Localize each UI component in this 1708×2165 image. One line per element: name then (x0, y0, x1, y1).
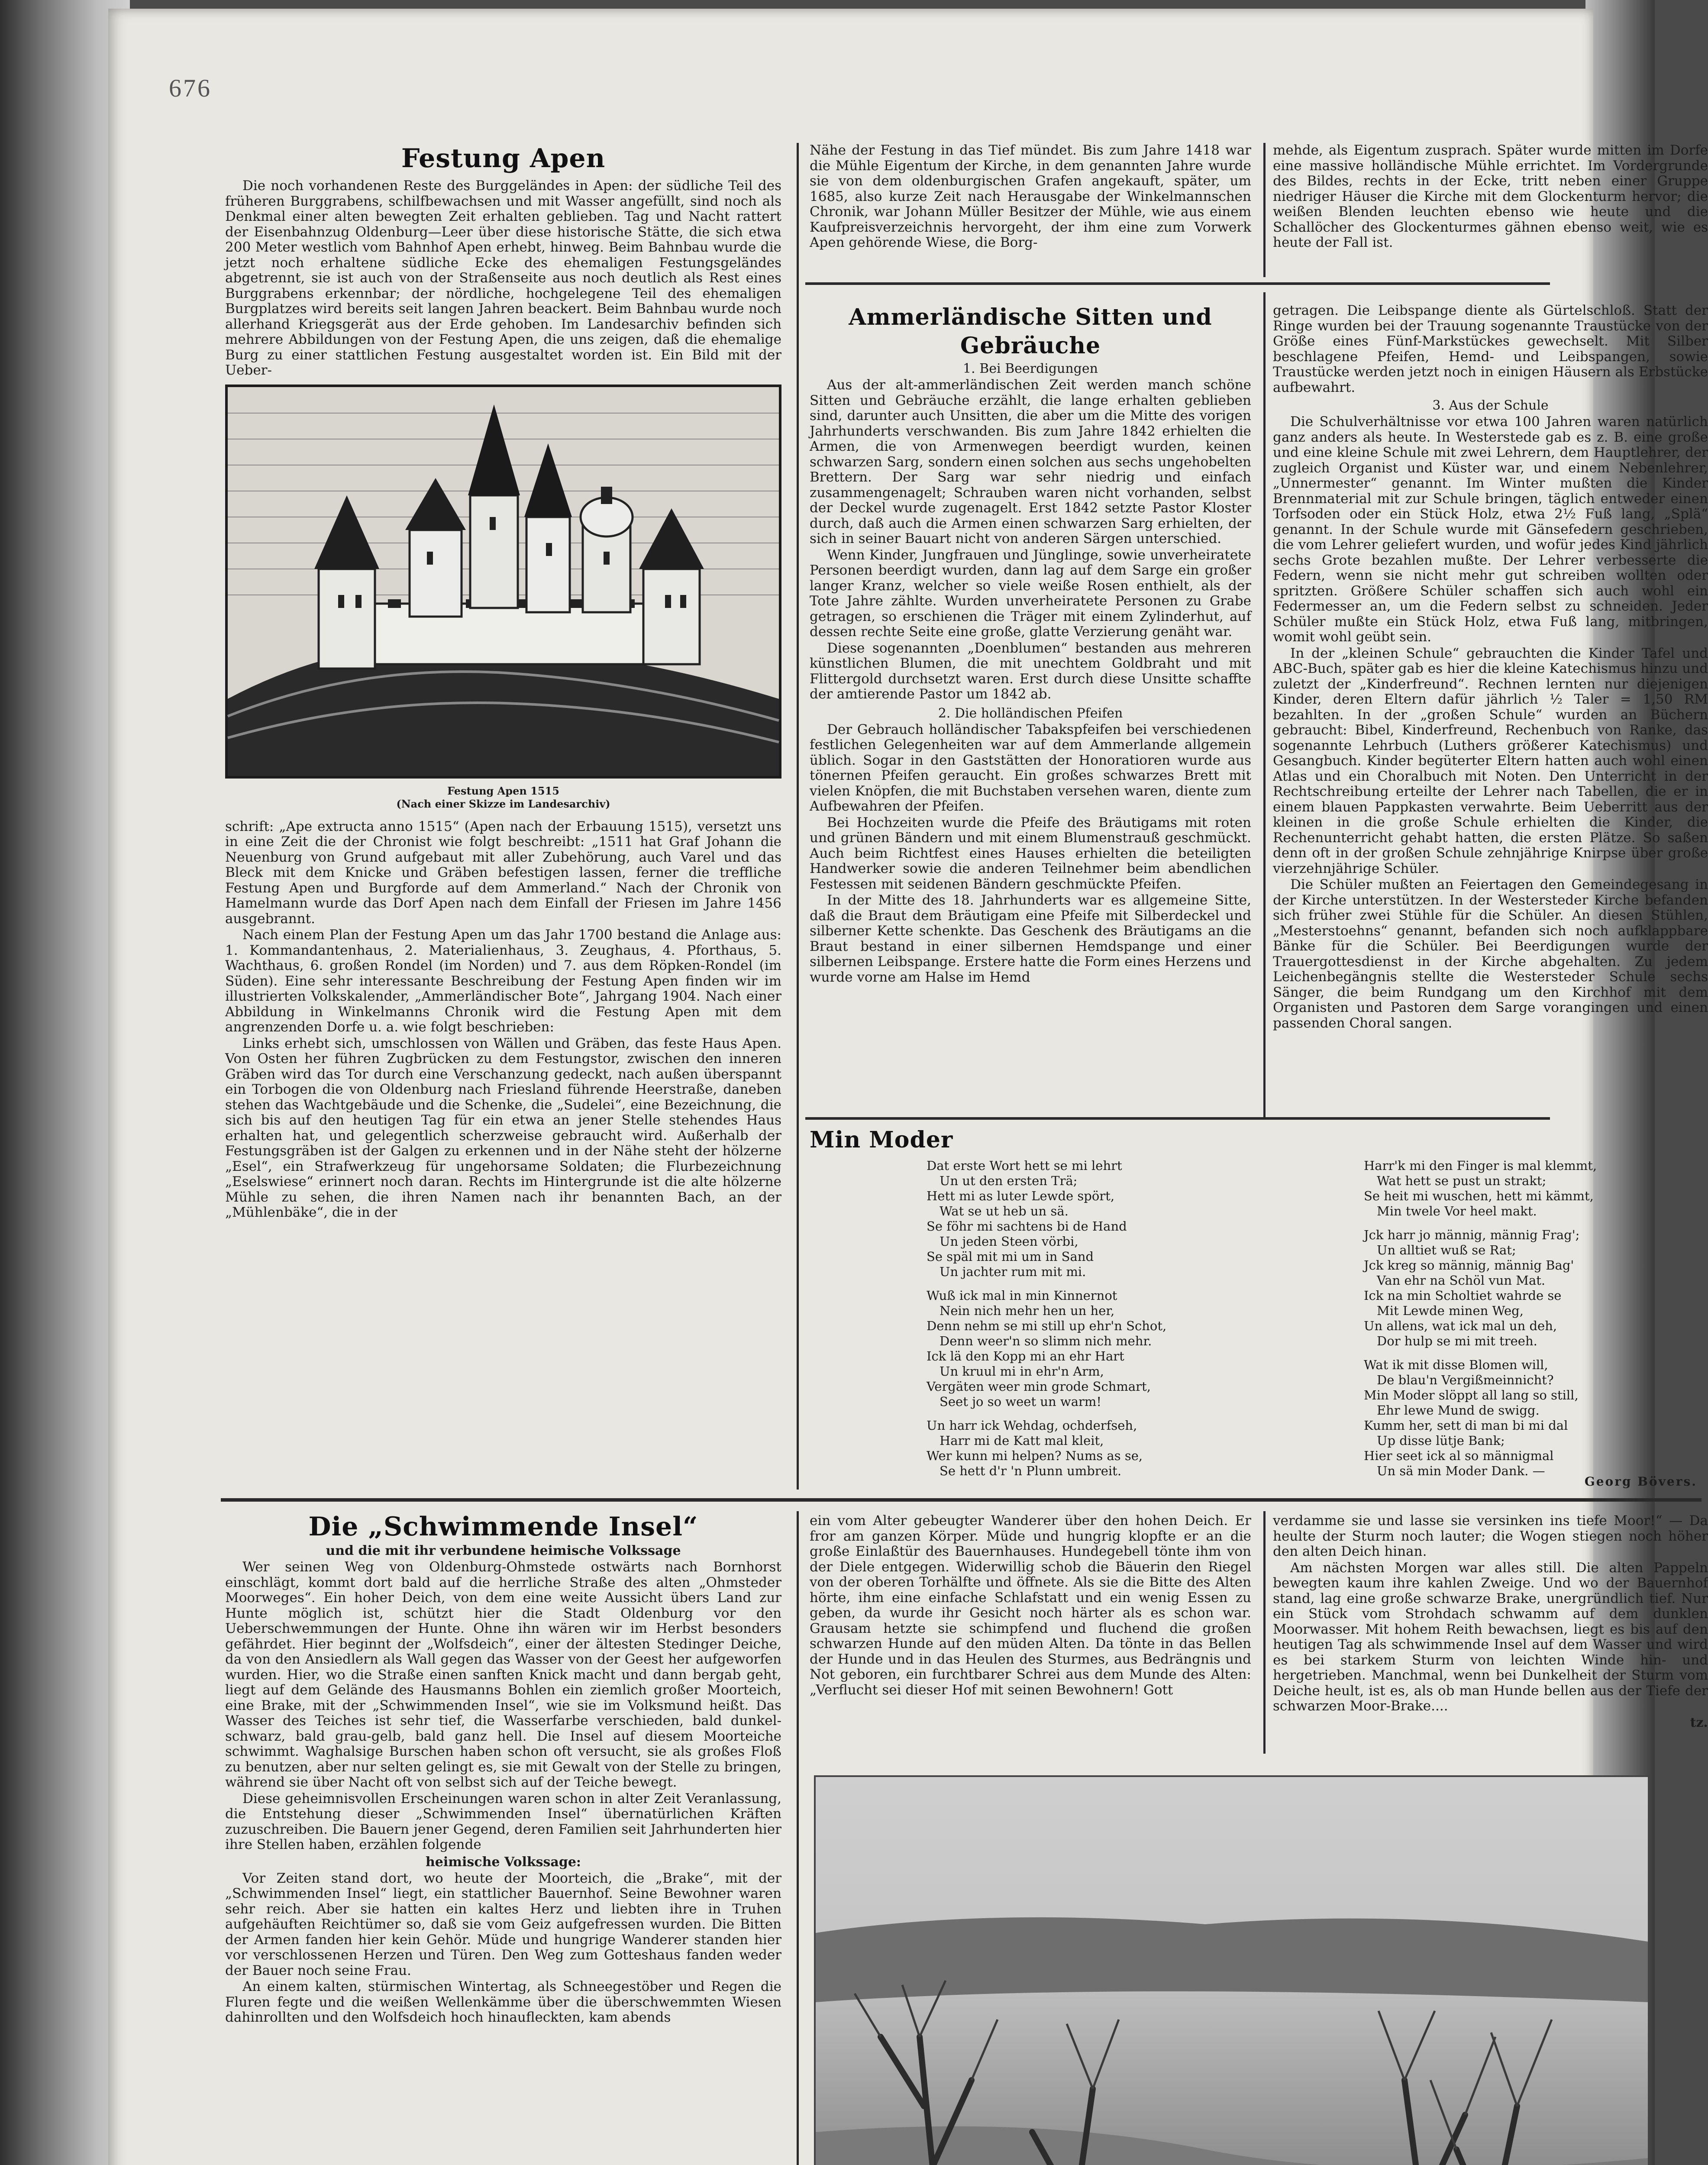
poem-line: Wat hett se pust un strakt; (1377, 1173, 1547, 1188)
newspaper-page (108, 9, 1708, 2165)
section-divider (805, 1117, 1550, 1120)
sitten-paragraph: Wenn Kinder, Jungfrauen und Jünglinge, sowie unverheiratete Personen beerdigt wurden, dann lag auf dem Sarge ein großer langer Kranz, welcher so viele weiße Rosen enthielt, als der Tote Jahre zählte. Wurden unverheiratete Personen zu Grabe getragen, so erschienen die Träger mit einem Zylinderhut, auf dessen rechte Seite eine große, glatte Verzierung genäht war. (810, 547, 1251, 640)
poem-line: Van ehr na Schöl vun Mat. (1377, 1273, 1546, 1288)
sitten-paragraph: In der Mitte des 18. Jahrhunderts war es allgemeine Sitte, daß die Braut dem Bräutigam eine Pfeife mit Silberdeckel und silberner Kette schenkte. Das Geschenk des Bräutigams an die Braut bestand in einer silbernen Hemdspange und einer silbernen Leibspange. Erstere hatte die Form eines Herzens und wurde vorne am Halse im Hemd (810, 892, 1251, 985)
poem-line: Se föhr mi sachtens bi de Hand (927, 1219, 1127, 1234)
poem-line: Un ut den ersten Trä; (940, 1173, 1078, 1188)
poem-line: Ick na min Scholtiet wahrde se (1364, 1288, 1562, 1303)
sitten-paragraph: Diese sogenannten „Doenblumen“ bestanden aus mehreren künstlichen Blumen, die mit unechtem Goldbraht und mit Flittergold durchsetzt waren. Erst durch diese Unsitte schaffte der amtierende Pastor um 1842 ab. (810, 640, 1251, 702)
poem-line: Seet jo so weet un warm! (940, 1394, 1102, 1409)
festung-continuation-text: Nähe der Festung in das Tief mündet. Bis zum Jahre 1418 war die Mühle Eigentum der Kirche, in dem genannten Jahre wurde sie von dem oldenburgischen Grafen angekauft, später, um 1685, also kurze Zeit nach Herausgabe der Winkelmannschen Chronik, war Johann Müller Besitzer der Mühle, wie aus einem Kaufpreisverzeichnis hervorgeht, der ihm eine zum Vorwerk Apen gehörende Wiese, die Borg- (810, 142, 1251, 250)
poem-line: Un jeden Steen vörbi, (940, 1234, 1078, 1249)
poem-author: Georg Bövers. (1584, 1474, 1697, 1489)
poem-line: Ehr lewe Mund de swigg. (1377, 1403, 1540, 1418)
sitten-right-column (1273, 303, 1708, 1032)
section-divider-bottom (221, 1498, 1702, 1502)
poem-line: Min twele Vor heel makt. (1377, 1204, 1537, 1218)
poem-line: Denn weer'n so slimm nich mehr. (940, 1334, 1152, 1348)
poem-line: Jck harr jo männig, männig Frag'; (1364, 1228, 1580, 1242)
page-number: 676 (169, 74, 212, 102)
festung-paragraph: Links erhebt sich, umschlossen von Wällen und Gräben, das feste Haus Apen. Von Osten her führen Zugbrücken zu dem Festungstor, zwischen den inneren Gräben wird das Tor durch eine Verschanzung gedeckt, nach außen überspannt ein Torbogen die von Oldenburg nach Friesland führende Heerstraße, daneben stehen das Wachtgebäude und die Schenke, die „Sudelei“, eine Bezeichnung, die sich bis auf den heutigen Tag für ein etwa an jener Stelle stehendes Haus erhalten hat, und gelegentlich scherzweise gebraucht wird. Außerhalb der Festungsgräben ist der Galgen zu erkennen und in der Nähe steht der hölzerne „Esel“, ein Strafwerkzeug für ungehorsame Soldaten; die Flurbezeichnung „Eselswiese“ erinnert noch daran. Rechts im Hintergrunde ist die alte hölzerne Mühle zu sehen, die ihren Namen nach ihr benannten Bach, an der „Mühlenbäke“, die in der (225, 1035, 781, 1220)
poem-line: Hier seet ick al so männigmal (1364, 1448, 1554, 1463)
sitten-paragraph: Bei Hochzeiten wurde die Pfeife des Bräutigams mit roten und grünen Bändern und mit einem Blumenstrauß geschmückt. Auch beim Richtfest eines Hauses erhielten die beteiligten Handwerker sowie die anderen Teilnehmer beim abendlichen Festessen mit seidenen Bändern geschmückte Pfeifen. (810, 814, 1251, 892)
poem-line: Dat erste Wort hett se mi lehrt (927, 1158, 1122, 1173)
festung-illustration (225, 385, 781, 779)
poem-line: Mit Lewde minen Weg, (1377, 1303, 1524, 1318)
festung-continuation-text-2: mehde, als Eigentum zusprach. Später wurde mitten im Dorfe eine massive holländische Mühle errichtet. Im Vordergrunde des Bildes, rechts in der Ecke, tritt neben einer Gruppe niedriger Häuser die Kirche mit dem Glockenturm hervor; die weißen Blenden leuchten ebenso wie heute und die Schallöcher des Glockenturmes gähnen ebenso weit, wie es heute der Fall ist. (1273, 142, 1708, 250)
section-divider (805, 282, 1550, 285)
festung-continuation-2 (1273, 143, 1708, 252)
insel-right-paragraph-2: Am nächsten Morgen war alles still. Die alten Pappeln bewegten kaum ihre kahlen Zweige. Und wo der Bauernhof stand, lag eine große schwarze Brake, unergründlich tief. Nur ein Stück vom Strohdach schwamm auf dem dunklen Moorwasser. Mit hohem Reith bewachsen, liegt es bis auf den heutigen Tag als schwimmende Insel auf dem Wasser und wird es bei starkem Sturm von leichten Winde hin- und hergetrieben. Manchmal, wenn bei Dunkelheit der Sturm vom Deiche heult, ist es, als ob man Hunde bellen aus der Tiefe der schwarzen Moor-Brake.... (1273, 1560, 1708, 1714)
festung-continuation (810, 143, 1251, 252)
sitten-paragraph: Die Schüler mußten an Feiertagen den Gemeindegesang in der Kirche unterstützen. In der Westersteder Kirche befanden sich früher zwei Stühle für die Schüler. An diesen Stühlen, „Mesterstoehns“ genannt, befanden sich noch aufklappbare Bänke für die Schüler. Bei Beerdigungen wurde der Trauergottesdienst in der Kirche abgehalten. Zu jedem Leichenbegängnis stellte die Westersteder Schule sechs Sänger, die beim Rundgang um den Kirchhof mit dem Organisten und Pastoren dem Sarge vorangingen und einen passenden Choral sangen. (1273, 877, 1708, 1031)
sitten-paragraph: In der „kleinen Schule“ gebrauchten die Kinder Tafel und ABC-Buch, später gab es hier die kleine Katechismus hinzu und zuletzt der „Kinderfreund“. Rechnen lernten nur diejenigen Kinder, deren Eltern dafür jährlich ½ Taler = 1,50 RM bezahlten. In der „großen Schule“ wurden an Büchern gebraucht: Bibel, Kinderfreund, Rechenbuch von Ranke, das sogenannte Lehrbuch (Luthers größerer Katechismus) und Gesangbuch. Kinder begüterter Eltern hatten auch wohl einen Atlas und ein Choralbuch mit Noten. Den Unterricht in der Rechtschreibung erteilte der Lehrer nach Tabellen, die er in einem blauen Pappkasten verwahrte. Beim Ueberritt aus der kleinen in die große Schule erhielten die Kinder, die Rechenunterricht gehabt hatten, die ersten Plätze. So saßen denn oft in der großen Schule zehnjährige Knirpse über große vierzehnjährige Schüler. (1273, 645, 1708, 876)
insel-photo (814, 1775, 1650, 2165)
poem-line: Wuß ick mal in min Kinnernot (927, 1288, 1117, 1303)
column-rule (797, 143, 799, 1490)
poem-title: Min Moder (810, 1127, 953, 1153)
sitten-heading-1: 1. Bei Beerdigungen (963, 361, 1098, 376)
sitten-heading-2: 2. Die holländischen Pfeifen (938, 705, 1123, 721)
poem-line: Denn nehm se mi still up ehr'n Schot, (927, 1318, 1167, 1333)
insel-right-text (1273, 1513, 1708, 1730)
festung-paragraph: schrift: „Ape extructa anno 1515“ (Apen nach der Erbauung 1515), versetzt uns in eine Zeit die der Chronist wie folgt beschreibt: „1511 hat Graf Johann die Neuenburg von Grund aufgebaut mit aller Zubehörung, auch Varel und das Bleck mit dem Knicke und Gräben befestigen lassen, ferner die treffliche Festung Apen und Burgforde auf dem Ammerland.“ Nach der Chronik von Hamelmann wurde das Dorf Apen nach dem Einfall der Friesen im Jahre 1456 ausgebrannt. (225, 818, 781, 927)
festung-article (225, 143, 781, 1221)
insel-sage-heading: heimische Volkssage: (425, 1854, 581, 1870)
sitten-paragraph: Aus der alt-ammerländischen Zeit werden manch schöne Sitten und Gebräuche erzählt, die lange erhalten geblieben sind, darunter auch Unsitten, die aber um die Mitte des vorigen Jahrhunderts verschwanden. Bis zum Jahre 1842 erhielten die Armen, die von Armenwegen beerdigt wurden, keinen schwarzen Sarg, sondern einen solchen aus sechs ungehobelten Brettern. Der Sarg war sehr niedrig und einfach zusammengenagelt; Schrauben waren nicht vorhanden, selbst der Deckel wurde zugenagelt. Erst 1842 setzte Pastor Kloster durch, daß auch die Armen einen schwarzen Sarg erhielten, der sich in seiner Bauart nicht von anderen Särgen unterschied. (810, 377, 1251, 546)
poem-line: Se heit mi wuschen, hett mi kämmt, (1364, 1189, 1594, 1203)
insel-subtitle: und die mit ihr verbundene heimische Volkssage (326, 1543, 681, 1558)
poem-line: Un allens, wat ick mal un deh, (1364, 1318, 1557, 1333)
festung-paragraph: Nach einem Plan der Festung Apen um das Jahr 1700 bestand die Anlage aus: 1. Kommandantenhaus, 2. Materialienhaus, 3. Zeughaus, 4. Pforthaus, 5. Wachthaus, 6. großen Rondel (im Norden) und 7. aus dem Röpken-Rondel (im Süden). Eine sehr interessante Beschreibung der Festung Apen finden wir im illustrierten Volkskalender, „Ammerländischer Bote“, Jahrgang 1904. Nach einer Abbildung in Winkelmanns Chronik wird die Festung Apen mit dem angrenzenden Dorfe u. a. wie folgt beschrieben: (225, 927, 781, 1035)
column-rule (1263, 1511, 1266, 1754)
poem-line: Wat se ut heb un sä. (940, 1204, 1069, 1218)
insel-paragraph: Wer seinen Weg von Oldenburg-Ohmstede ostwärts nach Bornhorst einschlägt, kommt dort bald auf die herrliche Straße des alten „Ohmsteder Moorweges“. Ein hoher Deich, von dem eine weite Aussicht übers Land zur Hunte möglich ist, schützt hier die Stadt Oldenburg vor den Ueberschwemmungen der Hunte. Ohne ihn wären wir im Herbst besonders gefährdet. Hier beginnt der „Wolfsdeich“, einer der ältesten Stedinger Deiche, da von den Ansiedlern als Wall gegen das Wasser von der Geest her aufgeworfen wurden. Hier, wo die Straße einen sanften Knick macht und dann bergab geht, liegt auf dem Gelände des Hausmanns Bohlen ein ziemlich großer Moorteich, eine Brake, mit der „Schwimmenden Insel“, wie sie im Volksmund heißt. Das Wasser des Teiches ist sehr tief, die Wasserfarbe verschieden, bald dunkel-schwarz, bald grau-gelb, bald ganz hell. Die Insel auf diesem Moorteiche schwimmt. Waghalsige Burschen haben schon oft versucht, sie als großes Floß zu benutzen, aber nur selten gelingt es, sie mit Gewalt von der Stelle zu bringen, während sie über Nacht oft von selbst sich auf der Teiche bewegt. (225, 1559, 781, 1790)
poem-right (1364, 1158, 1697, 1487)
column-rule (1263, 143, 1266, 277)
sitten-title: Ammerländische Sitten und Gebräuche (849, 304, 1212, 359)
poem-line: Nein nich mehr hen un her, (940, 1303, 1115, 1318)
pond-photo (816, 1777, 1648, 2165)
insel-paragraph: An einem kalten, stürmischen Wintertag, als Schneegestöber und Regen die Fluren fegte und die weißen Wellenkämme über die überschwemmten Wiesen dahinrollten und den Wolfsdeich hoch hinaufleckten, kam abends (225, 1979, 781, 2025)
festung-caption-2: (Nach einer Skizze im Landesarchiv) (396, 797, 610, 810)
poem-line: De blau'n Vergißmeinnicht? (1377, 1373, 1554, 1387)
poem-line: Un alltiet wuß se Rat; (1377, 1243, 1516, 1257)
poem-line: Kumm her, sett di man bi mi dal (1364, 1418, 1568, 1433)
insel-title: Die „Schwimmende Insel“ (308, 1512, 698, 1542)
poem-line: Se hett d'r 'n Plunn umbreit. (940, 1464, 1122, 1478)
poem-line: Ick lä den Kopp mi an ehr Hart (927, 1349, 1124, 1364)
poem-line: Min Moder slöppt all lang so still, (1364, 1388, 1579, 1402)
insel-middle-text (810, 1513, 1251, 1699)
poem-line: Harr'k mi den Finger is mal klemmt, (1364, 1158, 1597, 1173)
poem-line: Dor hulp se mi mit treeh. (1377, 1334, 1537, 1348)
poem-line: Harr mi de Katt mal kleit, (940, 1433, 1104, 1448)
poem-line: Un jachter rum mit mi. (940, 1264, 1086, 1279)
poem-line: Wat ik mit disse Blomen will, (1364, 1357, 1548, 1372)
insel-article (225, 1511, 781, 2026)
poem-article (810, 1126, 1697, 1154)
poem-line: Un sä min Moder Dank. — (1377, 1464, 1545, 1478)
sitten-paragraph: getragen. Die Leibspange diente als Gürtelschloß. Statt der Ringe wurden bei der Trauung sogenannte Traustücke von der Größe eines Fünf-Markstückes gewechselt. Mit Silber beschlagene Pfeifen, Hemd- und Leibspangen, sowie Traustücke werden jetzt noch in einigen Häusern als Erbstücke aufbewahrt. (1273, 303, 1708, 395)
column-rule (1263, 292, 1266, 1119)
insel-paragraph: Diese geheimnisvollen Erscheinungen waren schon in alter Zeit Veranlassung, die Entstehung dieser „Schwimmenden Insel“ übernatürlichen Kräften zuzuschreiben. Die Bauern jener Gegend, deren Familien seit Jahrhunderten hier ihre Stellen haben, erzählen folgende (225, 1790, 781, 1852)
poem-left (927, 1158, 1256, 1487)
insel-signature: tz. (1690, 1715, 1708, 1730)
sitten-article (810, 303, 1251, 986)
poem-line: Se späl mit mi um in Sand (927, 1249, 1094, 1264)
poem-line: Up disse lütje Bank; (1377, 1433, 1505, 1448)
poem-line: Un harr ick Wehdag, ochderfseh, (927, 1418, 1137, 1433)
festung-title: Festung Apen (401, 143, 606, 174)
insel-right-paragraph: verdamme sie und lasse sie versinken ins tiefe Moor!“ — Da heulte der Sturm noch lauter; die Wogen stiegen noch höher den alten Deich hinan. (1273, 1513, 1708, 1559)
poem-line: Un kruul mi in ehr'n Arm, (940, 1364, 1104, 1379)
insel-mid-paragraph: ein vom Alter gebeugter Wanderer über den hohen Deich. Er fror am ganzen Körper. Müde und hungrig klopfte er an die große Einlaßtür des Bauernhauses. Hundegebell tönte ihm von der Diele entgegen. Widerwillig schob die Bäuerin den Riegel von der oberen Torhälfte und öffnete. Als sie die Bitte des Alten hörte, ihm eine einfache Schlafstatt und ein wenig Essen zu geben, da wurde ihr Gesicht noch härter als es schon war. Grausam hetzte sie schimpfend und fluchend die großen schwarzen Hunde auf den müden Alten. Da tönte in das Bellen der Hunde und in das Heulen des Sturmes, aus Bedrängnis und Not geboren, ein furchtbarer Schrei aus dem Munde des Alten: „Verflucht sei dieser Hof mit seinen Bewohnern! Gott (810, 1513, 1251, 1698)
column-rule (797, 1511, 799, 2165)
poem-line: Wer kunn mi helpen? Nums as se, (927, 1448, 1143, 1463)
sitten-paragraph: Die Schulverhältnisse vor etwa 100 Jahren waren natürlich ganz anders als heute. In Westerstede gab es z. B. eine große und eine kleine Schule mit zwei Lehrern, dem Hauptlehrer, der zugleich Organist und Küster war, und einem Nebenlehrer, „Unnermester“ genannt. Im Winter mußten die Kinder Brennmaterial mit zur Schule bringen, täglich entweder einen Torfsoden oder ein Stück Holz, etwa 2½ Fuß lang, „Splä“ genannt. In der Schule wurde mit Gänsefedern geschrieben, die vom Lehrer geliefert wurden, und wofür jedes Kind jährlich sechs Grote bezahlen mußte. Der Lehrer verbesserte die Federn, wenn sie nicht mehr gut schreiben wollten oder spritzten. Größere Schüler schaffen sich auch wohl ein Federmesser an, um die Federn selbst zu schneiden. Jeder Schüler mußte ein Stück Holz, etwa Fuß lang, mitbringen, womit wohl geübt sein. (1273, 414, 1708, 645)
sitten-heading-3: 3. Aus der Schule (1432, 398, 1549, 413)
insel-paragraph: Vor Zeiten stand dort, wo heute der Moorteich, die „Brake“, mit der „Schwimmenden Insel“ liegt, ein stattlicher Bauernhof. Seine Bewohner waren sehr reich. Aber sie hatten ein kaltes Herz und liebten ihre in Truhen aufgehäuften Reichtümer so, daß sie vom Geiz aufgefressen wurden. Die Bitten der Armen fanden hier kein Gehör. Müde und hungrige Wanderer standen hier vor verschlossenen Herzen und Türen. Den Weg zum Gotteshaus fanden weder der Bauer noch seine Frau. (225, 1870, 781, 1978)
poem-line: Vergäten weer min grode Schmart, (927, 1379, 1151, 1394)
poem-line: Jck kreg so männig, männig Bag' (1364, 1258, 1574, 1273)
sitten-paragraph: Der Gebrauch holländischer Tabakspfeifen bei verschiedenen festlichen Gelegenheiten war auf dem Ammerlande allgemein üblich. Sogar in den Gaststätten der Honoratioren wurde aus tönernen Pfeifen geraucht. Ein großes schwarzes Brett mit vielen Knöpfen, die mit Buchstaben versehen waren, diente zum Aufbewahren der Pfeifen. (810, 721, 1251, 814)
poem-line: Hett mi as luter Lewde spört, (927, 1189, 1115, 1203)
festung-paragraph: Die noch vorhandenen Reste des Burggeländes in Apen: der südliche Teil des früheren Burggrabens, schilfbewachsen und mit Wasser angefüllt, sind noch als Denkmal einer alten bewegten Zeit erhalten geblieben. Tag und Nacht rattert der Eisenbahnzug Oldenburg—Leer über diese historische Stätte, die sich etwa 200 Meter westlich vom Bahnhof Apen erhebt, hinweg. Beim Bahnbau wurde die jetzt noch erhaltene südliche Ecke des ehemaligen Festungsgeländes abgetrennt, sie ist auch von der Straßenseite aus noch deutlich als Rest eines Burggrabens erkennbar; der nördliche, hochgelegene Teil des ehemaligen Burgplatzes wird bereits seit langen Jahren beackert. Beim Bahnbau wurde noch allerhand Kriegsgerät aus der Erde gehoben. Im Landesarchiv befinden sich mehrere Abbildungen von der Festung Apen, die uns zeigen, daß die ehemalige Burg zu einer stattlichen Festung ausgestaltet worden ist. Ein Bild mit der Ueber- (225, 178, 781, 378)
castle-drawing (228, 387, 779, 776)
festung-caption-1: Festung Apen 1515 (447, 784, 559, 797)
